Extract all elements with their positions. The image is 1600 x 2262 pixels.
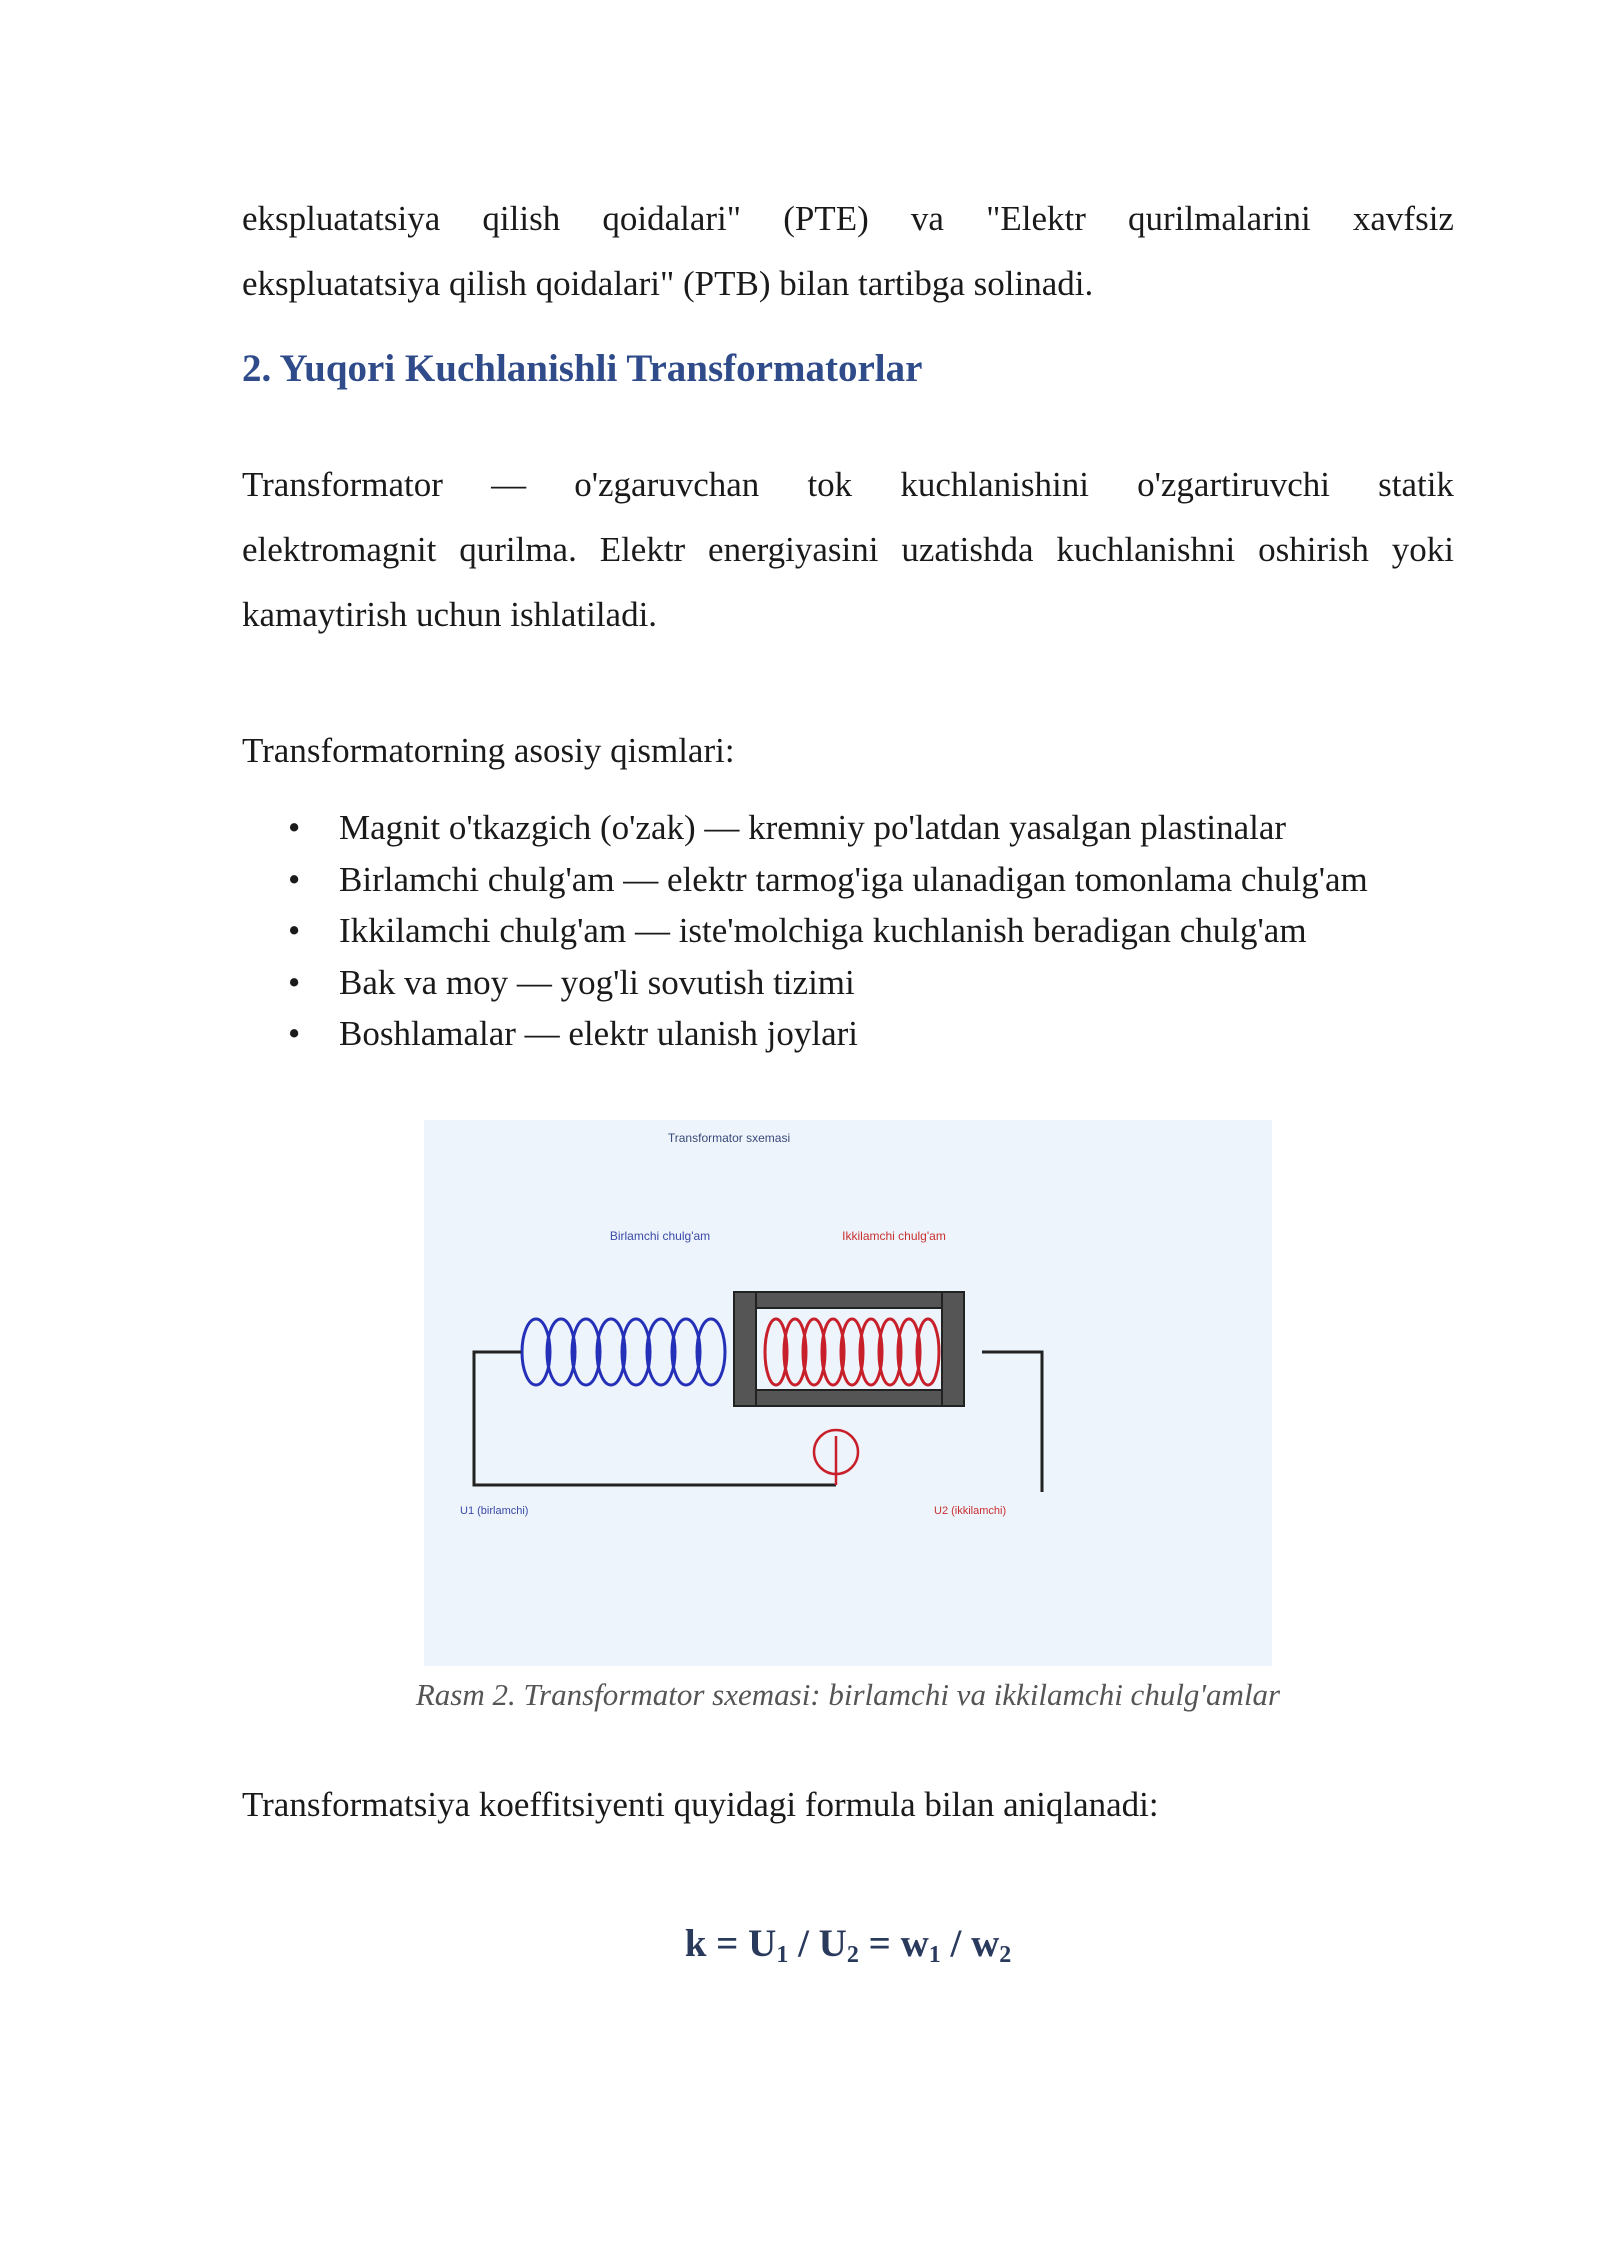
intro-word: (PTE) — [783, 199, 869, 238]
terminal-symbol — [814, 1430, 858, 1485]
secondary-circuit-wire — [982, 1352, 1042, 1492]
intro-word: qilish — [482, 199, 561, 238]
u1-label: U1 (birlamchi) — [460, 1505, 529, 1517]
list-item-text: Bak va moy — yog'li sovutish tizimi — [339, 962, 855, 1002]
bullet: • — [288, 911, 301, 950]
formula-U-symbol: U — [748, 1922, 777, 1965]
definition-word: Transformator — [242, 465, 443, 504]
intro-line-1 — [242, 186, 1454, 251]
magnetic-core — [734, 1292, 964, 1406]
section-heading: 2. Yuqori Kuchlanishli Transformatorlar — [242, 347, 923, 390]
primary-winding-label: Birlamchi chulg'am — [609, 1229, 711, 1243]
list-item-text: Boshlamalar — elektr ulanish joylari — [339, 1014, 859, 1053]
intro-line-2: ekspluatatsiya qilish qoidalari" (PTB) bilan tartibga solinadi. — [242, 264, 1094, 303]
parts-list — [242, 802, 1492, 1060]
figure-caption: Rasm 2. Transformator sxemasi: birlamchi va ikkilamchi chulg'amlar — [415, 1677, 1281, 1712]
formula-w-symbol: w — [900, 1922, 929, 1965]
intro-word: qurilmalarini — [1128, 199, 1311, 238]
formula-equals: = — [716, 1922, 739, 1965]
bullet: • — [288, 1014, 301, 1053]
transformation-formula — [242, 1914, 1454, 1985]
definition-line-2 — [242, 517, 1454, 582]
definition-line-1 — [242, 452, 1454, 517]
definition-paragraph — [242, 452, 1454, 647]
definition-word: o'zgaruvchan — [574, 465, 760, 504]
parts-heading: Transformatorning asosiy qismlari: — [242, 731, 735, 770]
list-item — [242, 854, 1492, 906]
list-item — [242, 905, 1492, 957]
formula-k: k — [684, 1922, 707, 1965]
formula-intro: Transformatsiya koeffitsiyenti quyidagi formula bilan aniqlanadi: — [242, 1785, 1159, 1824]
formula-w-symbol: w — [971, 1922, 1000, 1965]
intro-word: ekspluatatsiya — [242, 199, 441, 238]
formula-subscript-1: 1 — [928, 1942, 941, 1968]
bullet: • — [288, 962, 301, 1002]
definition-word: kuchlanishini — [900, 465, 1089, 504]
formula-subscript-2: 2 — [846, 1942, 859, 1968]
formula-slash: / — [798, 1922, 809, 1965]
list-item — [242, 957, 1492, 1009]
secondary-coil — [765, 1319, 939, 1385]
transformer-figure — [424, 1120, 1272, 1666]
intro-word: va — [910, 199, 944, 238]
diagram-title: Transformator sxemasi — [667, 1131, 791, 1145]
bullet: • — [288, 859, 301, 899]
intro-word: qoidalari" — [602, 199, 742, 238]
definition-word: — — [491, 465, 527, 504]
formula-U1 — [748, 1922, 789, 1968]
formula-U-symbol: U — [818, 1922, 847, 1965]
formula-w1 — [900, 1922, 941, 1968]
formula-equals: = — [868, 1922, 891, 1965]
intro-word: xavfsiz — [1352, 199, 1454, 238]
primary-circuit-wire — [474, 1352, 836, 1485]
intro-paragraph — [242, 186, 1454, 316]
list-item — [242, 1008, 1492, 1060]
u2-label: U2 (ikkilamchi) — [934, 1505, 1007, 1517]
primary-coil — [522, 1319, 725, 1385]
intro-word: "Elektr — [986, 199, 1086, 238]
secondary-winding-label: Ikkilamchi chulg'am — [842, 1229, 946, 1243]
formula-w2 — [971, 1922, 1012, 1968]
list-item-text: Ikkilamchi chulg'am — iste'molchiga kuchlanish beradigan chulg'am — [339, 911, 1307, 950]
bullet: • — [288, 808, 301, 847]
formula-subscript-1: 1 — [776, 1942, 789, 1968]
definition-word: o'zgartiruvchi — [1137, 465, 1330, 504]
definition-word: statik — [1378, 465, 1454, 504]
list-item — [242, 802, 1492, 854]
formula-U2 — [818, 1922, 859, 1968]
definition-line-2-text: elektromagnit qurilma. Elektr energiyasini uzatishda kuchlanishni oshirish yoki — [242, 530, 1454, 569]
formula-subscript-2: 2 — [999, 1942, 1012, 1968]
definition-line-3: kamaytirish uchun ishlatiladi. — [242, 595, 658, 634]
formula-slash: / — [950, 1922, 962, 1965]
list-item-text: Birlamchi chulg'am — elektr tarmog'iga ulanadigan tomonlama chulg'am — [339, 859, 1368, 899]
transformer-diagram — [424, 1120, 1272, 1666]
definition-word: tok — [807, 465, 853, 504]
list-item-text: Magnit o'tkazgich (o'zak) — kremniy po'latdan yasalgan plastinalar — [339, 808, 1287, 847]
